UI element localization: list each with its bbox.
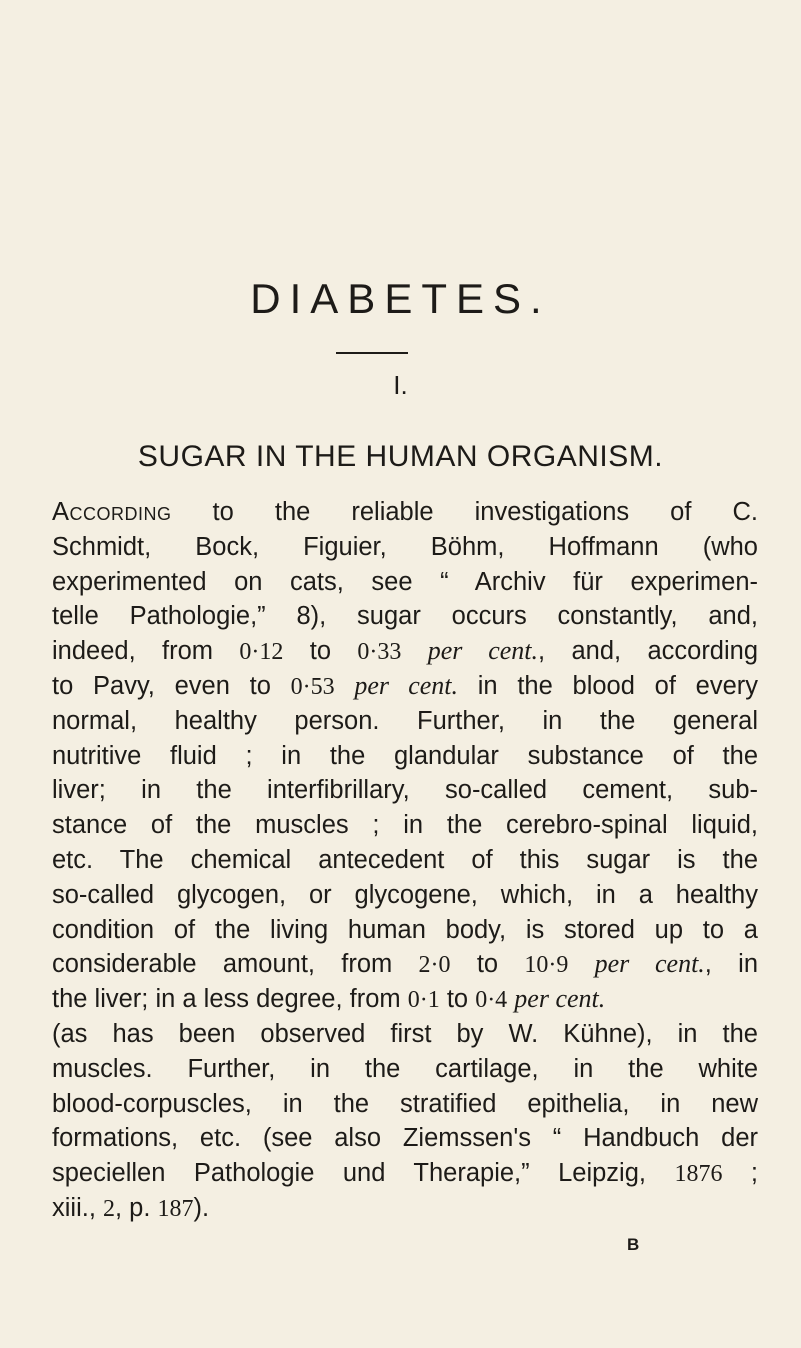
italic-term: per cent. xyxy=(427,636,539,666)
numeric-value: 0·12 xyxy=(239,639,284,666)
drop-word: According xyxy=(52,498,172,526)
text-run: to xyxy=(283,637,358,666)
numeric-value: 10·9 xyxy=(524,952,569,979)
text-run: blood-corpuscles, in the stratified epithelia, in new xyxy=(52,1089,758,1118)
text-run: to the reliable investigations of C. xyxy=(171,498,758,526)
text-run: muscles. Further, in the cartilage, in the white xyxy=(52,1054,758,1083)
chapter-number: I. xyxy=(393,370,408,400)
text-run: experimented on cats, see “ Archiv für experimen- xyxy=(52,567,758,596)
text-run: the liver; in a less degree, from xyxy=(52,985,408,1014)
numeric-value: 0·4 xyxy=(475,987,508,1014)
numeric-value: 0·33 xyxy=(357,639,402,666)
text-run: condition of the living human body, is stored up to a xyxy=(52,915,758,944)
text-line xyxy=(52,634,758,669)
text-line xyxy=(52,982,758,1017)
text-run xyxy=(335,672,355,700)
italic-term: per cent. xyxy=(594,949,705,979)
italic-term: per cent. xyxy=(514,984,606,1014)
text-run: so-called glycogen, or glycogene, which, in a healthy xyxy=(52,880,758,909)
text-line xyxy=(52,599,758,634)
text-line xyxy=(52,739,758,774)
numeric-value: 0·1 xyxy=(407,987,440,1014)
text-run: normal, healthy person. Further, in the general xyxy=(52,706,758,735)
text-run: stance of the muscles ; in the cerebro-spinal liquid, xyxy=(52,811,758,840)
text-run: , p. xyxy=(115,1193,158,1222)
body-text xyxy=(52,495,758,1226)
text-run: in the blood of every xyxy=(458,671,758,700)
text-run: , and, according xyxy=(538,637,759,666)
numeric-value: 2·0 xyxy=(418,952,451,979)
text-line xyxy=(52,1156,758,1191)
numeric-value: 187 xyxy=(157,1195,194,1222)
text-run: etc. The chemical antecedent of this sugar is the xyxy=(52,845,758,874)
text-run: ). xyxy=(193,1193,210,1222)
text-run: formations, etc. (see also Ziemssen's “ Handbuch der xyxy=(52,1124,758,1153)
text-line xyxy=(52,947,758,982)
text-run: (as has been observed first by W. Kühne), in the xyxy=(52,1019,758,1048)
text-line xyxy=(52,704,758,739)
numeric-value: 1876 xyxy=(674,1161,723,1188)
text-run xyxy=(568,950,594,978)
text-run: speciellen Pathologie und Therapie,” Leipzig, xyxy=(52,1159,675,1188)
text-line xyxy=(52,773,758,808)
text-line xyxy=(52,495,758,530)
text-run: telle Pathologie,” 8), sugar occurs constantly, and, xyxy=(52,602,758,631)
text-line xyxy=(52,1017,758,1052)
text-line xyxy=(52,1121,758,1156)
page-title: DIABETES. xyxy=(250,275,551,322)
numeric-value: 0·53 xyxy=(290,673,335,700)
text-line xyxy=(52,1087,758,1122)
text-line xyxy=(52,669,758,704)
text-line xyxy=(52,808,758,843)
text-line xyxy=(52,878,758,913)
numeric-value: 2 xyxy=(103,1195,115,1222)
text-run: , in xyxy=(704,950,758,979)
text-run: indeed, from xyxy=(52,637,240,666)
title-divider xyxy=(336,352,408,354)
text-run: to Pavy, even to xyxy=(52,671,291,700)
text-run: to xyxy=(450,950,525,979)
text-run xyxy=(401,637,427,665)
text-line xyxy=(52,843,758,878)
text-line xyxy=(52,1052,758,1087)
text-line xyxy=(52,1191,758,1226)
text-line xyxy=(52,565,758,600)
text-run: Schmidt, Bock, Figuier, Böhm, Hoffmann (who xyxy=(52,532,758,561)
text-run: liver; in the interfibrillary, so-called cement, sub- xyxy=(52,776,758,805)
chapter-heading: SUGAR IN THE HUMAN ORGANISM. xyxy=(137,440,664,473)
text-run: ; xyxy=(722,1159,759,1188)
text-line xyxy=(52,530,758,565)
text-line xyxy=(52,913,758,948)
text-run: considerable amount, from xyxy=(52,950,419,979)
text-run: xiii., xyxy=(52,1193,103,1222)
italic-term: per cent. xyxy=(354,670,459,700)
text-run: nutritive fluid ; in the glandular substance of the xyxy=(52,741,758,770)
text-run: to xyxy=(439,985,476,1014)
signature-mark: B xyxy=(627,1235,640,1254)
